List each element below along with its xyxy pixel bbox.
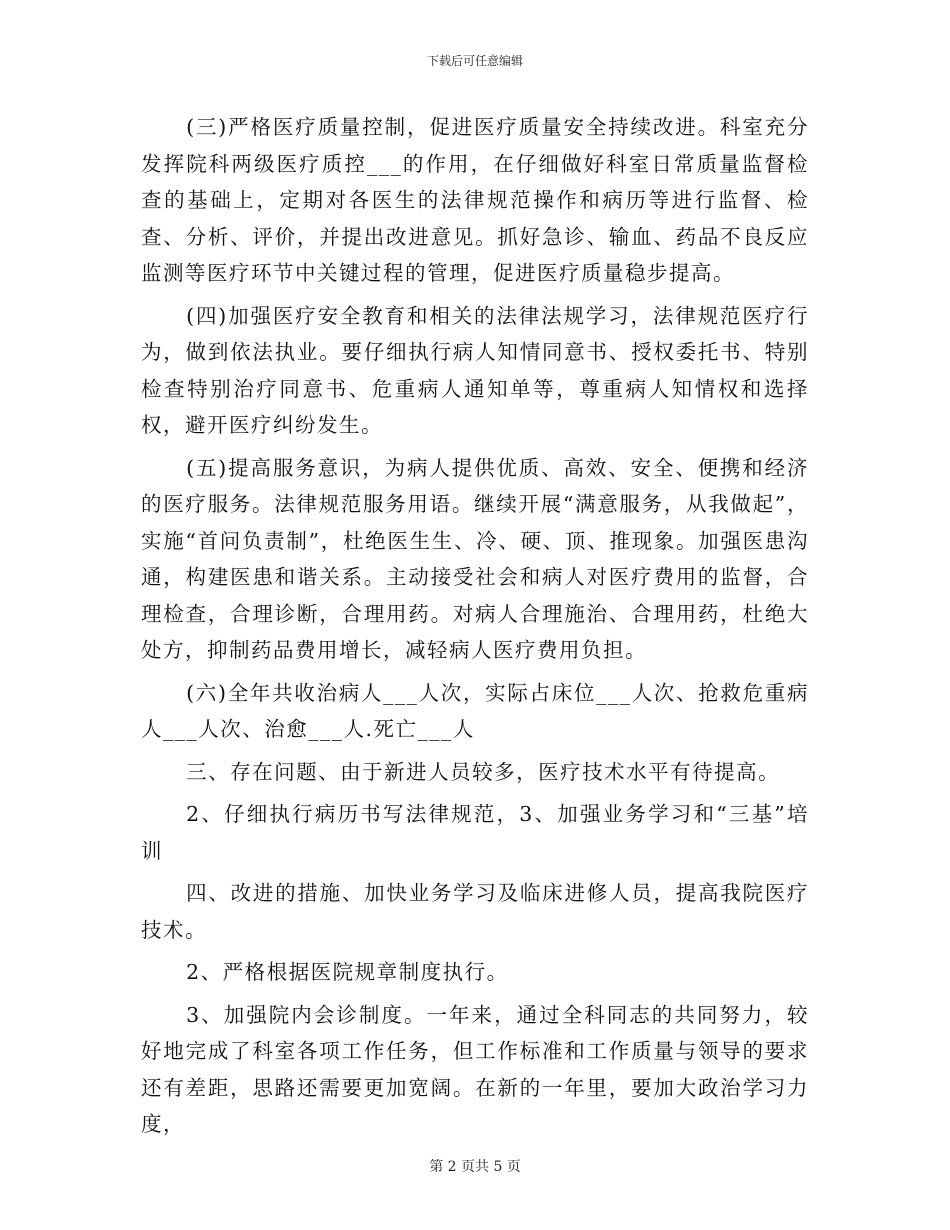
- paragraph-problem-items: 2、仔细执行病历书写法律规范，3、加强业务学习和“三基”培训: [141, 802, 809, 863]
- paragraph-quality-control: (三)严格医疗质量控制，促进医疗质量安全持续改进。科室充分发挥院科两级医疗质控___的作用，在仔细做好科室日常质量监督检查的基础上，定期对各医生的法律规范操作和病历等进行监督、检查、分析、评价，并提出改进意见。抓好急诊、输血、药品不良反应监测等医疗环节中关键过程的管理，促进医疗质量稳步提高。: [141, 115, 809, 285]
- paragraph-measure-2: 2、严格根据医院规章制度执行。: [186, 960, 509, 984]
- paragraph-existing-problems: 三、存在问题、由于新进人员较多，医疗技术水平有待提高。: [186, 759, 781, 784]
- document-body: [141, 109, 809, 1143]
- page-footer: 第 2 页共 5 页: [429, 1159, 521, 1175]
- paragraph-safety-education: (四)加强医疗安全教育和相关的法律法规学习，法律规范医疗行为，做到依法执业。要仔细执行病人知情同意书、授权委托书、特别检查特别治疗同意书、危重病人通知单等，尊重病人知情权和选择权，避开医疗纠纷发生。: [141, 303, 809, 437]
- page-header: 下载后可任意编辑: [426, 54, 523, 68]
- paragraph-service-awareness: (五)提高服务意识，为病人提供优质、高效、安全、便携和经济的医疗服务。法律规范服务用语。继续开展“满意服务，从我做起”，实施“首问负责制”，杜绝医生生、冷、硬、顶、推现象。加强医患沟通，构建医患和谐关系。主动接受社会和病人对医疗费用的监督，合理检查，合理诊断，合理用药。对病人合理施治、合理用药，杜绝大处方，抑制药品费用增长，减轻病人医疗费用负担。: [141, 455, 809, 662]
- paragraph-measure-3: 3、加强院内会诊制度。一年来，通过全科同志的共同努力，较好地完成了科室各项工作任务，但工作标准和工作质量与领导的要求还有差距，思路还需要更加宽阔。在新的一年里，要加大政治学习力度，: [141, 1002, 809, 1136]
- paragraph-annual-statistics: (六)全年共收治病人___人次，实际占床位___人次、抢救危重病人___人次、治愈___人.死亡___人: [141, 680, 809, 741]
- paragraph-improvement-measures: 四、改进的措施、加快业务学习及临床进修人员，提高我院医疗技术。: [141, 881, 809, 942]
